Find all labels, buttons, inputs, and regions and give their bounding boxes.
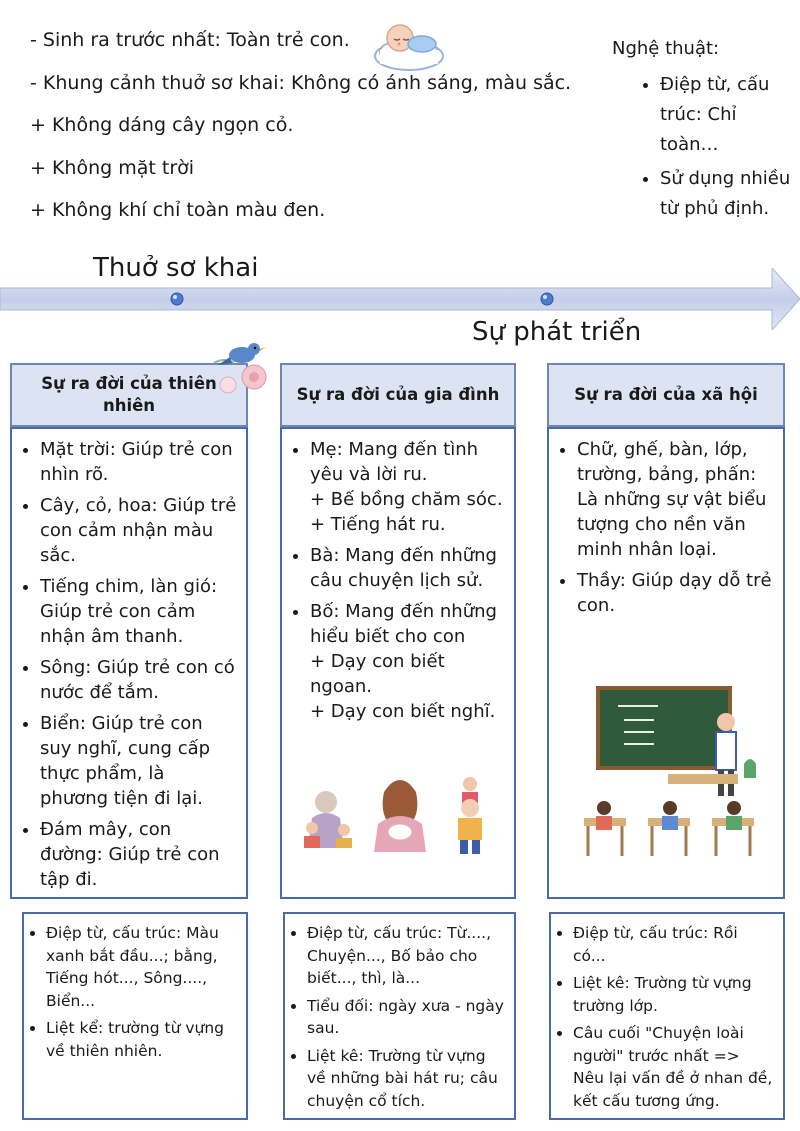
list-item: • Câu cuối "Chuyện loài người" trước nhất => Nêu lại vấn đề ở nhan đề, kết cấu tương ứng.: [573, 1022, 775, 1112]
list-item: • Liệt kê: Trường từ vựng trường lớp.: [573, 972, 775, 1017]
society-list: [549, 429, 783, 618]
list-subitem: + Dạy con biết ngoan.: [310, 651, 445, 697]
timeline-label-end: Sự phát triển: [472, 317, 642, 347]
art-notes: [612, 36, 792, 228]
nature-list: [12, 429, 246, 892]
family-title: Sự ra đời của gia đình: [296, 385, 500, 404]
nature-art-box: [22, 912, 248, 1120]
nature-title: Sự ra đời của thiên nhiên: [41, 374, 217, 415]
list-subitem: + Bế bồng chăm sóc.: [310, 489, 503, 510]
art-title: Nghệ thuật:: [612, 38, 720, 59]
list-item: • Mặt trời: Giúp trẻ con nhìn rõ.: [40, 437, 238, 487]
list-item: • Điệp từ, cấu trúc: Từ...., Chuyện..., Bố bảo cho biết..., thì, là...: [307, 922, 506, 990]
society-art-box: [549, 912, 785, 1120]
bird-flower-icon: [206, 333, 280, 399]
nature-art-list: [24, 914, 246, 1062]
society-art-list: [551, 914, 783, 1112]
intro-line: + Không khí chỉ toàn màu đen.: [30, 199, 326, 221]
list-item: • Liệt kể: trường từ vựng về thiên nhiên.: [46, 1017, 238, 1062]
classroom-illustration: [578, 686, 774, 862]
intro-text: [30, 30, 600, 243]
society-header: [547, 363, 785, 427]
list-item: • Sử dụng nhiều từ phủ định.: [660, 164, 792, 224]
family-illustration: [300, 772, 496, 856]
intro-line: + Không mặt trời: [30, 156, 195, 179]
intro-line: - Sinh ra trước nhất: Toàn trẻ con.: [30, 29, 350, 51]
intro-line: + Không dáng cây ngọn cỏ.: [30, 114, 294, 136]
timeline-arrow: [0, 268, 800, 330]
list-item: • Điệp từ, cấu trúc: Màu xanh bắt đầu...; bằng, Tiếng hót..., Sông...., Biển...: [46, 922, 238, 1012]
list-subitem: + Tiếng hát ru.: [310, 514, 446, 535]
list-item: • Điệp từ, cấu trúc: Chỉ toàn…: [660, 70, 792, 160]
intro-line: - Khung cảnh thuở sơ khai: Không có ánh sáng, màu sắc.: [30, 71, 572, 94]
list-item-main: Bà: Mang đến những câu chuyện lịch sử.: [310, 545, 497, 591]
list-item: • Thầy: Giúp dạy dỗ trẻ con.: [577, 568, 775, 618]
list-item-main: Mẹ: Mang đến tình yêu và lời ru.: [310, 439, 479, 485]
sleeping-baby-icon: [370, 14, 448, 76]
timeline-marker-icon: [541, 293, 553, 305]
list-item: • Điệp từ, cấu trúc: Rồi có...: [573, 922, 775, 967]
list-item: [310, 599, 506, 724]
list-item: • Tiếng chim, làn gió: Giúp trẻ con cảm nhận âm thanh.: [40, 574, 238, 649]
society-title: Sự ra đời của xã hội: [574, 385, 758, 404]
family-list: [282, 429, 514, 724]
list-item: • Biển: Giúp trẻ con suy nghĩ, cung cấp thực phẩm, là phương tiện đi lại.: [40, 711, 238, 811]
family-header: [280, 363, 516, 427]
list-item: • Chữ, ghế, bàn, lớp, trường, bảng, phấn: Là những sự vật biểu tượng cho nền văn minh nhân loại.: [577, 437, 775, 562]
timeline-label-start: Thuở sơ khai: [93, 253, 259, 283]
nature-box: [10, 427, 248, 899]
list-subitem: + Dạy con biết nghĩ.: [310, 701, 496, 722]
family-art-box: [283, 912, 516, 1120]
art-list: [612, 70, 792, 224]
list-item: • Tiểu đối: ngày xưa - ngày sau.: [307, 995, 506, 1040]
list-item: • Liệt kê: Trường từ vựng về những bài hát ru; câu chuyện cổ tích.: [307, 1045, 506, 1113]
list-item-main: Bố: Mang đến những hiểu biết cho con: [310, 601, 497, 647]
list-item: • Cây, cỏ, hoa: Giúp trẻ con cảm nhận màu sắc.: [40, 493, 238, 568]
family-art-list: [285, 914, 514, 1112]
list-item: [310, 543, 506, 593]
list-item: • Đám mây, con đường: Giúp trẻ con tập đi.: [40, 817, 238, 892]
timeline-marker-icon: [171, 293, 183, 305]
list-item: [310, 437, 506, 537]
list-item: • Sông: Giúp trẻ con có nước để tắm.: [40, 655, 238, 705]
